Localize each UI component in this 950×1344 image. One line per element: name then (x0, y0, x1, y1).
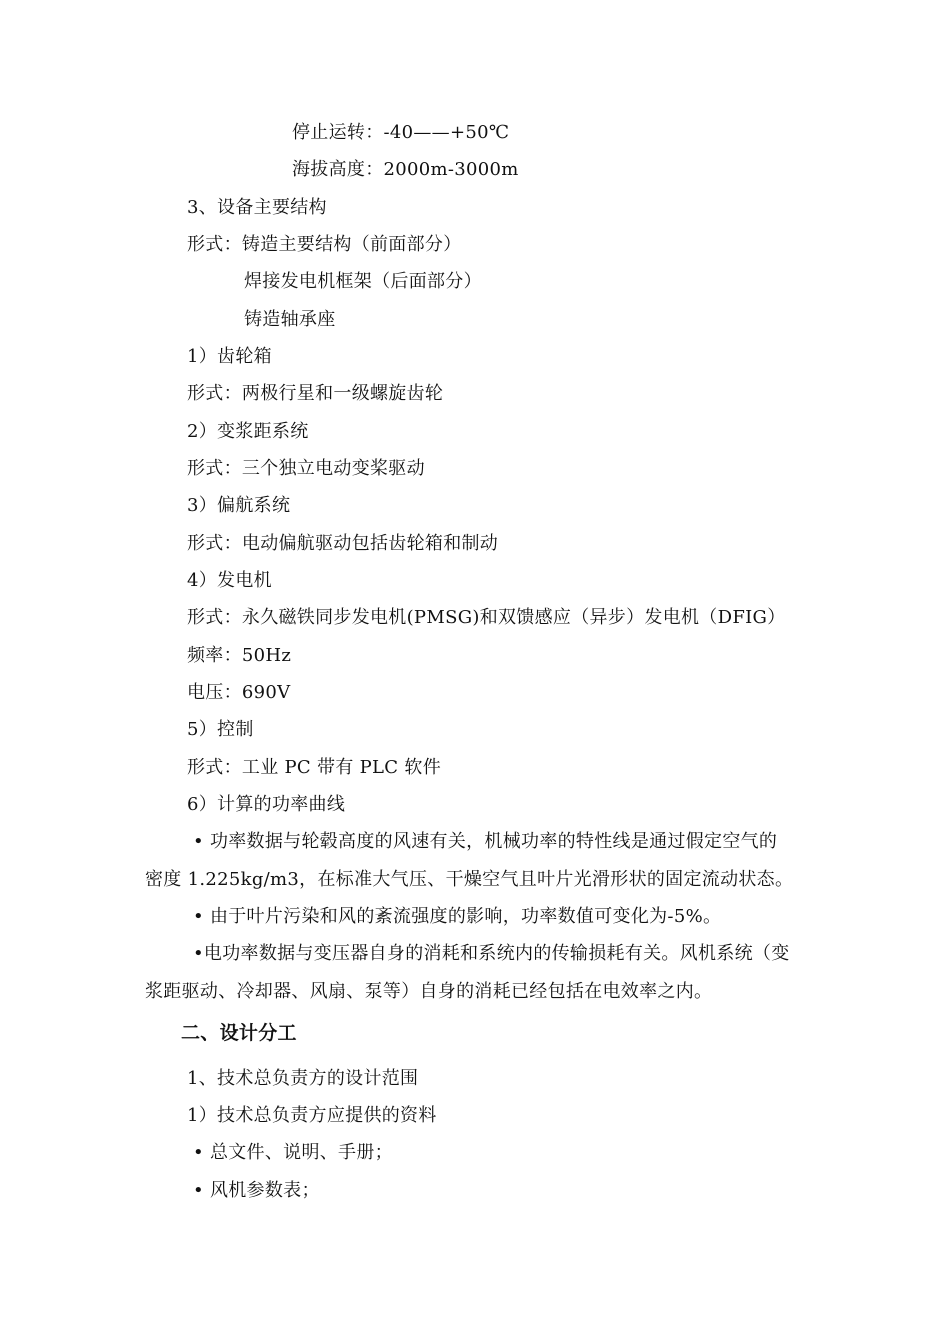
structure-frame: 焊接发电机框架（后面部分） (244, 271, 482, 292)
item-power-curve: 6）计算的功率曲线 (187, 794, 346, 815)
scope-materials: 1）技术总负责方应提供的资料 (187, 1105, 437, 1126)
item-yaw-system: 3）偏航系统 (187, 495, 291, 516)
spec-stop-temperature: 停止运转：-40——+50℃ (292, 122, 510, 143)
item-pitch-system: 2）变浆距系统 (187, 421, 309, 442)
section-3-title: 3、设备主要结构 (187, 197, 327, 218)
power-curve-note-3-cont: 浆距驱动、冷却器、风扇、泵等）自身的消耗已经包括在电效率之内。 (145, 981, 713, 1002)
power-curve-note-2: • 由于叶片污染和风的紊流强度的影响，功率数值可变化为-5%。 (193, 906, 722, 927)
yaw-form: 形式：电动偏航驱动包括齿轮箱和制动 (187, 533, 499, 554)
spec-altitude: 海拔高度：2000m-3000m (292, 159, 519, 180)
pitch-form: 形式：三个独立电动变桨驱动 (187, 458, 425, 479)
generator-frequency: 频率：50Hz (187, 645, 292, 666)
scope-title: 1、技术总负责方的设计范围 (187, 1068, 419, 1089)
section-heading-design-division: 二、设计分工 (181, 1022, 297, 1044)
item-generator: 4）发电机 (187, 570, 272, 591)
generator-voltage: 电压：690V (187, 682, 291, 703)
power-curve-note-1: • 功率数据与轮毂高度的风速有关，机械功率的特性线是通过假定空气的 (193, 831, 778, 852)
materials-bullet-2: • 风机参数表； (193, 1180, 320, 1201)
item-control: 5）控制 (187, 719, 254, 740)
materials-bullet-1: • 总文件、说明、手册； (193, 1142, 393, 1163)
power-curve-note-3: •电功率数据与变压器自身的消耗和系统内的传输损耗有关。风机系统（变 (193, 943, 790, 964)
gearbox-form: 形式：两极行星和一级螺旋齿轮 (187, 383, 444, 404)
structure-form: 形式：铸造主要结构（前面部分） (187, 234, 462, 255)
item-gearbox: 1）齿轮箱 (187, 346, 272, 367)
power-curve-note-1-cont: 密度 1.225kg/m3，在标准大气压、干燥空气且叶片光滑形状的固定流动状态。 (145, 869, 794, 890)
control-form: 形式：工业 PC 带有 PLC 软件 (187, 757, 442, 778)
structure-bearing: 铸造轴承座 (244, 309, 336, 330)
generator-form: 形式：永久磁铁同步发电机(PMSG)和双馈感应（异步）发电机（DFIG） (187, 607, 786, 628)
